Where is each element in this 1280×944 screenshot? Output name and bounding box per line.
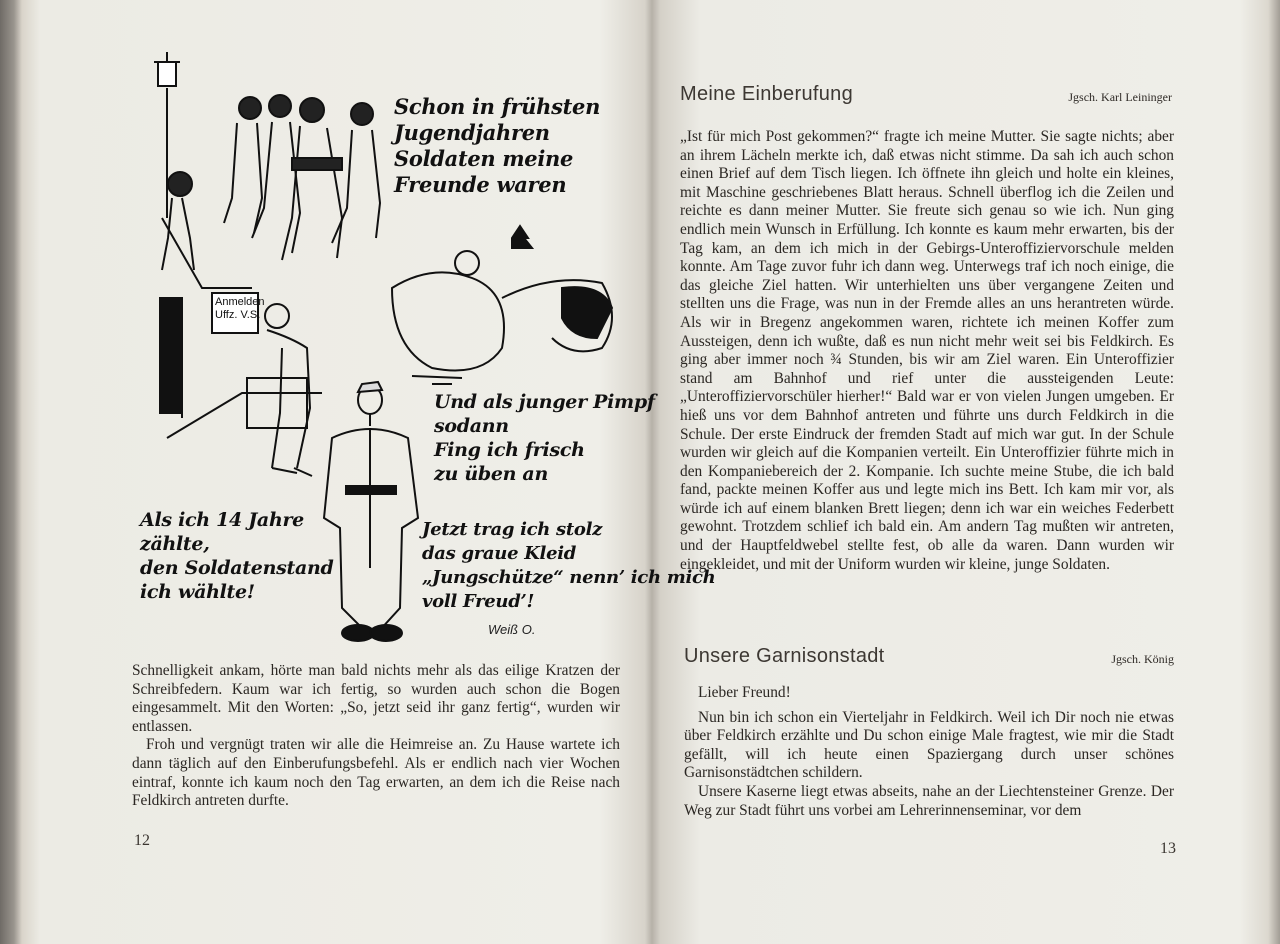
sign-label — [215, 296, 265, 322]
verse-line: das graue Kleid — [422, 543, 577, 564]
verse-line: ich wählte! — [140, 581, 255, 603]
verse-line: Freunde waren — [394, 172, 567, 197]
left-body-text — [132, 662, 620, 811]
verse-line: voll Freud’! — [422, 591, 535, 612]
sign-line: Uffz. V.S. — [215, 309, 261, 321]
paragraph: „Ist für mich Post gekommen?“ fragte ich meine Mutter. Sie sagte nichts; aber an ihrem Lächeln merkte ich, daß etwas nicht stimme. Da sah ich auch schon einen Brief auf dem Tisch liegen. Ich öffnete ihn gleich und holte ein kleines, mit Maschine geschriebenes Blatt heraus. Schnell überflog ich die Zeilen und reichte es dann meiner Mutter. Sie freute sich genau so wie ich. Nun ging endlich mein Wunsch in Erfüllung. Ich konnte es kaum mehr erwarten, bis der Tag kam, an dem ich mich in der Gebirgs-Unteroffiziervorschule melden konnte. Am Tage zuvor fuhr ich dann weg. Unterwegs traf ich noch einige, die das gleiche Ziel hatten. Wir unterhielten uns über vergangene Zeiten und stellten uns die Frage, was nun in der Fremde alles an uns herantreten würde. Als wir in Bregenz angekommen waren, richtete ich meinen Koffer zum Aussteigen, denn ich wußte, daß es nun nicht mehr weit sei bis Feldkirch. Es ging aber immer noch ¾ Stunden, bis wir am Ziel waren. Ein Unteroffizier stand am Bahnhof und rief unter die aussteigenden Leute: „Unteroffiziervorschüler hierher!“ Bald war er von vielen Jungen umgeben. Er hieß uns vor dem Bahnhof antreten und führte uns durch Feldkirch in die Schule. Der erste Eindruck der fremden Stadt auf mich war gut. In der Schule wurden wir gleich auf die Kompanien verteilt. Ein Unteroffizier führte mich in den Kompaniebereich der 2. Kompanie. Ich suchte meine Stube, die ich bald fand, packte meinen Koffer aus und legte mich ins Bett. Ich kam mir vor, als würde ich auf einem blanken Brett liegen; denn ich war ein weiches Federbett gewohnt. Trotzdem schlief ich bald ein. Am andern Tag mußten wir antreten, und der Hauptfeldwebel stellte fest, ob alle da waren. Dann wurden wir eingekleidet, und mit der Uniform wurden wir kleine, junge Soldaten. — [680, 128, 1174, 573]
verse-line: Jugendjahren — [394, 120, 550, 145]
page-number-right: 13 — [1160, 840, 1176, 857]
uniformed-soldier-drawing — [324, 382, 418, 641]
paragraph: Unsere Kaserne liegt etwas abseits, nahe an der Liechtensteiner Grenze. Der Weg zur Stadt führt uns vorbei am Lehrerinnenseminar, vor dem — [684, 782, 1174, 819]
verse-1 — [394, 94, 600, 198]
article-author: Jgsch. Karl Leininger — [1068, 90, 1172, 104]
marching-soldiers-drawing — [162, 95, 380, 288]
paragraph: Nun bin ich schon ein Vierteljahr in Feldkirch. Weil ich Dir noch nie etwas über Feldkirch erzählte und Du schon einige Male fragtest, wie mir die Stadt gefällt, will ich heute einen Spaziergang durch unser schönes Garnisonstädtchen schildern. — [684, 708, 1174, 782]
artist-signature: Weiß O. — [488, 622, 536, 637]
verse-line: „Jungschütze“ nenn’ ich mich — [422, 567, 716, 588]
illustration-panel — [132, 48, 716, 648]
article-body — [680, 128, 1174, 574]
verse-line: zählte, — [140, 533, 210, 555]
verse-2 — [434, 390, 655, 486]
left-page — [22, 0, 716, 944]
verse-line: zu üben an — [434, 463, 548, 485]
article-author: Jgsch. König — [1111, 652, 1174, 666]
verse-line: Fing ich frisch — [434, 439, 585, 461]
crawling-boys-drawing — [392, 226, 612, 384]
verse-line: Soldaten meine — [394, 146, 574, 171]
page-number-left: 12 — [134, 832, 150, 849]
verse-3 — [140, 508, 333, 604]
verse-line: sodann — [434, 415, 509, 437]
article-title: Unsere Garnisonstadt — [684, 645, 885, 667]
article-title: Meine Einberufung — [680, 83, 853, 105]
verse-line: Schon in frühsten — [394, 94, 601, 119]
verse-line: Und als junger Pimpf — [434, 391, 655, 413]
sign-line: Anmelden — [215, 296, 265, 308]
paragraph: Schnelligkeit ankam, hörte man bald nichts mehr als das eilige Kratzen der Schreibfedern. Kaum war ich fertig, so wurden auch schon die Bogen eingesammelt. Mit den Worten: „So, jetzt seid ihr ganz fertig“, wurden wir entlassen. — [132, 662, 620, 735]
paragraph: Froh und vergnügt traten wir alle die Heimreise an. Zu Hause wartete ich dann täglich auf den Einberufungsbefehl. Als er endlich nach vier Wochen eintraf, konnte ich kaum noch den Tag erwarten, an dem ich die Reise nach Feldkirch antreten durfte. — [132, 736, 620, 810]
verse-line: Jetzt trag ich stolz — [422, 519, 603, 540]
verse-line: Als ich 14 Jahre — [140, 509, 304, 531]
salutation: Lieber Freund! — [698, 684, 791, 701]
letter-body — [684, 684, 1174, 820]
right-page — [656, 0, 1266, 944]
verse-line: den Soldatenstand — [140, 557, 334, 579]
